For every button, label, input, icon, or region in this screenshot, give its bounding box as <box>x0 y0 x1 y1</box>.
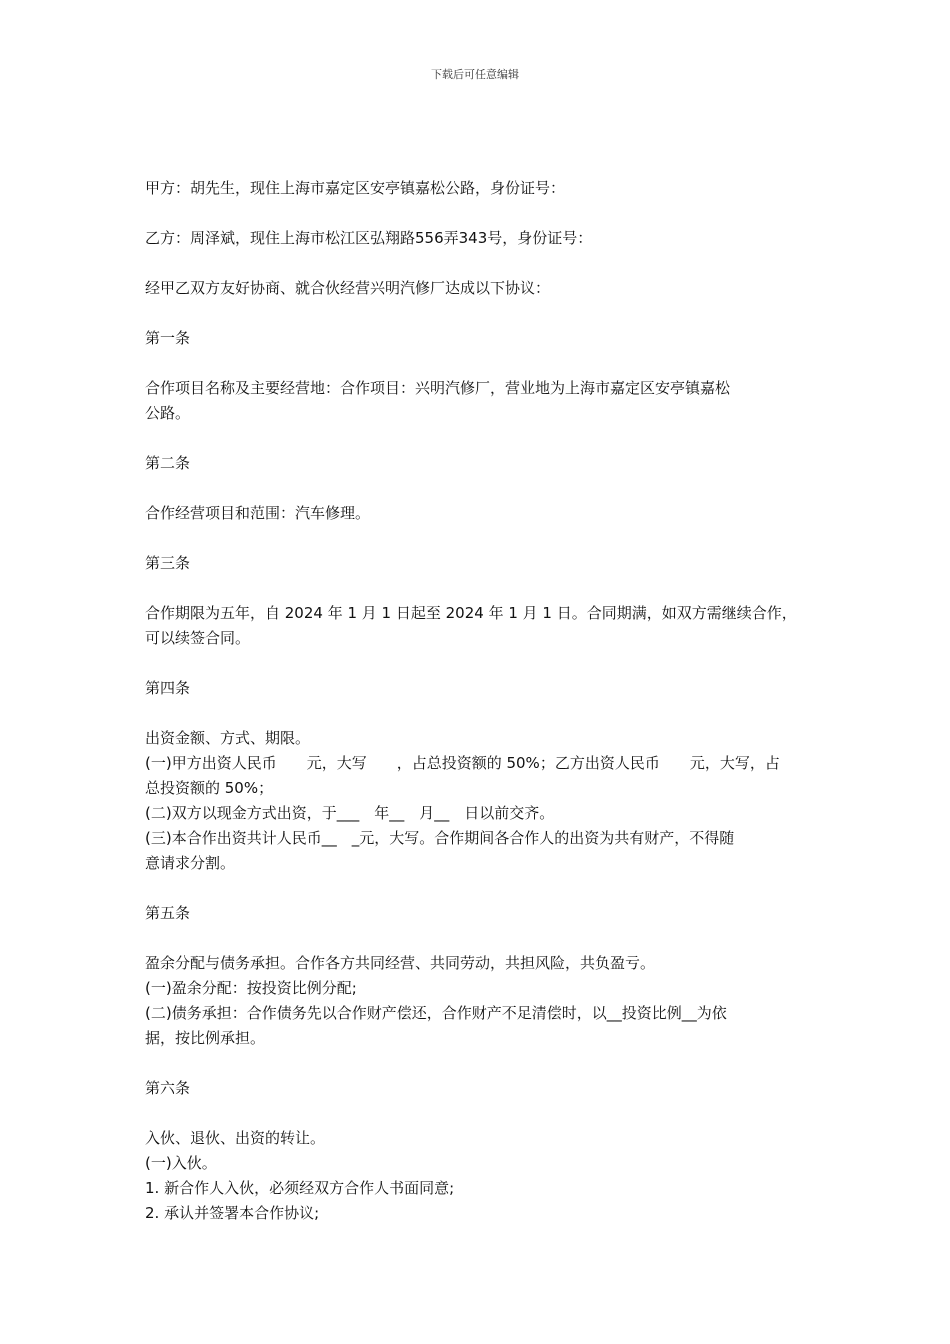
article-2-body: 合作经营项目和范围：汽车修理。 <box>145 504 371 522</box>
text-line: 可以续签合同。 <box>145 629 251 647</box>
article-1-title: 第一条 <box>145 329 191 347</box>
article-6-title: 第六条 <box>145 1079 191 1097</box>
article-3-title: 第三条 <box>145 554 191 572</box>
text-line: 1. 新合作人入伙，必须经双方合作人书面同意; <box>145 1179 455 1197</box>
text-line: 合作项目名称及主要经营地：合作项目：兴明汽修厂，营业地为上海市嘉定区安亭镇嘉松 <box>145 379 731 397</box>
text-line: (二)债务承担：合作债务先以合作财产偿还，合作财产不足清偿时，以__投资比例__为依 <box>145 1004 727 1022</box>
party-b-paragraph: 乙方：周泽斌，现住上海市松江区弘翔路556弄343号，身份证号： <box>145 229 593 247</box>
article-5-title: 第五条 <box>145 904 191 922</box>
text-line: (三)本合作出资共计人民币__ _元，大写。合作期间各合作人的出资为共有财产，不得随 <box>145 829 735 847</box>
article-5-body <box>145 951 815 1051</box>
text-line: 2. 承认并签署本合作协议; <box>145 1204 320 1222</box>
text-line: 入伙、退伙、出资的转让。 <box>145 1129 326 1147</box>
article-3-body <box>145 601 815 651</box>
text-line: (一)入伙。 <box>145 1154 217 1172</box>
agreement-intro: 经甲乙双方友好协商、就合伙经营兴明汽修厂达成以下协议： <box>145 279 551 297</box>
text-line: 意请求分割。 <box>145 854 236 872</box>
article-2-title: 第二条 <box>145 454 191 472</box>
text-line: (一)盈余分配：按投资比例分配; <box>145 979 357 997</box>
text-line: 总投资额的 50%； <box>145 779 274 797</box>
text-line: (二)双方以现金方式出资，于___ 年__ 月__ 日以前交齐。 <box>145 804 555 822</box>
article-1-body <box>145 376 815 426</box>
text-line: 公路。 <box>145 404 191 422</box>
document-body <box>145 176 815 1226</box>
article-4-title: 第四条 <box>145 679 191 697</box>
text-line: 据，按比例承担。 <box>145 1029 266 1047</box>
page-header: 下载后可任意编辑 <box>431 68 519 81</box>
article-6-body <box>145 1126 815 1226</box>
article-4-body <box>145 726 815 876</box>
text-line: 盈余分配与债务承担。合作各方共同经营、共同劳动，共担风险，共负盈亏。 <box>145 954 656 972</box>
text-line: 合作期限为五年，自 2024 年 1 月 1 日起至 2024 年 1 月 1 日。合同期满，如双方需继续合作， <box>145 604 797 622</box>
text-line: (一)甲方出资人民币 元，大写 ，占总投资额的 50%；乙方出资人民币 元，大写，占 <box>145 754 780 772</box>
text-line: 出资金额、方式、期限。 <box>145 729 311 747</box>
party-a-paragraph: 甲方：胡先生，现住上海市嘉定区安亭镇嘉松公路，身份证号： <box>145 179 566 197</box>
